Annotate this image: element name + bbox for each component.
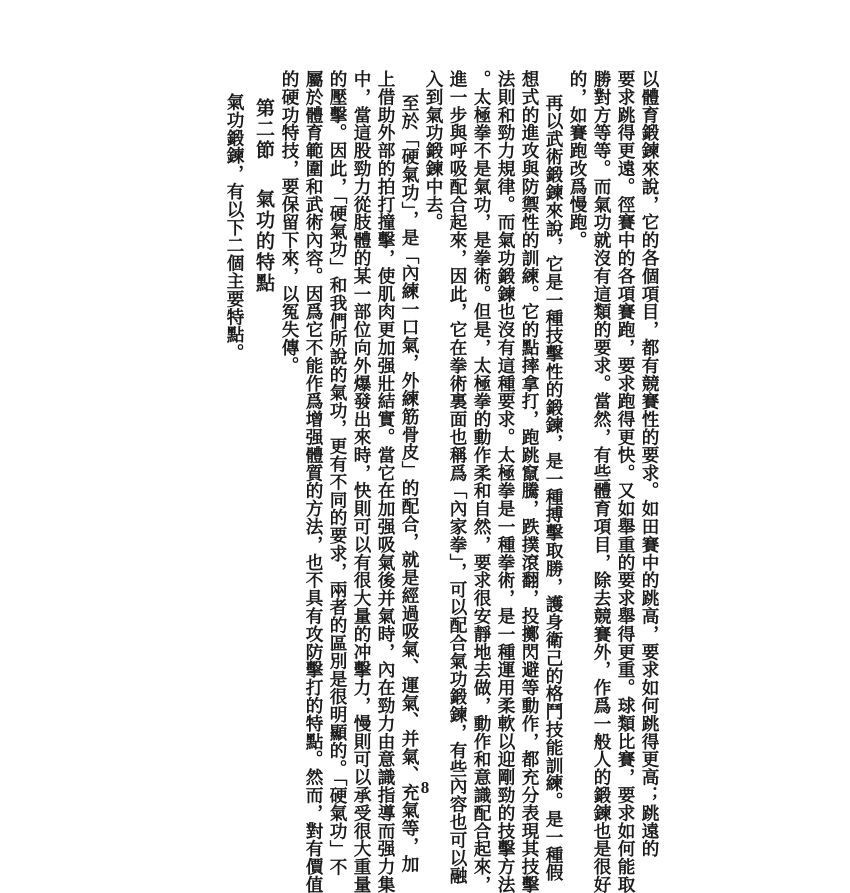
section-title: 氣功的特點 <box>253 189 275 294</box>
body-column-3: 勝對方等等。而氣功就沒有這類的要求。當然，有些體育項目，除去競賽外，作爲一般人的鍛鍊也是很好 <box>591 70 612 893</box>
body-column-13: 中，當這股勁力從肢體的某一部位向外爆發出來時，快則可以有很大量的冲擊力，慢則可以承受很大重量 <box>351 70 372 893</box>
body-column-9: 進一步與呼吸配合起來，因此，它在拳術裏面也稱爲「內家拳」，可以配合氣功鍛鍊，有些內容也可以融 <box>447 70 468 885</box>
intro-line: 氣功鍛鍊，有以下二個主要特點。 <box>224 93 245 362</box>
body-column-16: 的硬功特技，要保留下來，以冤失傳。 <box>279 70 300 375</box>
body-column-6: 想式的進攻與防禦性的訓練。它的點摔拿打，跑跳竄騰，跌撲滾翻，投擲閃避等動作，都充分表現其技擊 <box>519 70 540 893</box>
body-column-12: 上借助外部的拍打撞擊，使肌肉更加强壯結實。當它在加强吸氣後并氣時，內在勁力由意識指導而强力集 <box>375 70 396 893</box>
body-column-10: 入到氣功鍛鍊中去。 <box>423 70 444 232</box>
body-column-11: 至於「硬氣功」，是「內練一口氣，外練筋骨皮」的配合，就是經過吸氣、運氣、并氣、充氣等，加 <box>399 94 420 873</box>
section-heading <box>252 98 276 294</box>
section-number: 第二節 <box>253 98 275 161</box>
body-column-15: 屬於體育範圍和武術內容。因爲它不能作爲增强體質的方法，也不具有攻防擊打的特點。然而，對有價值 <box>303 70 324 893</box>
body-column-8: 。太極拳不是氣功，是拳術。但是，太極拳的動作柔和自然，要求很安靜地去做，動作和意識配合起來， <box>471 70 492 893</box>
body-column-2: 要求跳得更遠。徑賽中的各項賽跑，要求跑得更快。又如舉重的要求舉得更重。球類比賽，要求如何能取 <box>615 70 636 893</box>
body-column-4: 的，如賽跑改爲慢跑。 <box>567 70 588 249</box>
body-column-7: 法則和勁力規律。而氣功鍛鍊也沒有這種要求。太極拳是一種拳術，是一種運用柔軟以迎剛勁的技擊方法 <box>495 70 516 893</box>
body-column-14: 的壓擊。因此，「硬氣功」和我們所說的氣功，更有不同的要求，兩者的區別是很明顯的。「硬氣功」不 <box>327 70 348 876</box>
body-column-1: 以體育鍛鍊來說，它的各個項目，都有競賽性的要求。如田賽中的跳高，要求如何跳得更高；跳遠的 <box>639 70 660 858</box>
body-column-5: 再以武術鍛鍊來說，它是一種技擊性的鍛鍊，是一種搏擊取勝，護身衛己的格鬥技能訓練。是一種假 <box>543 94 564 882</box>
page-number: 8 <box>420 778 430 797</box>
